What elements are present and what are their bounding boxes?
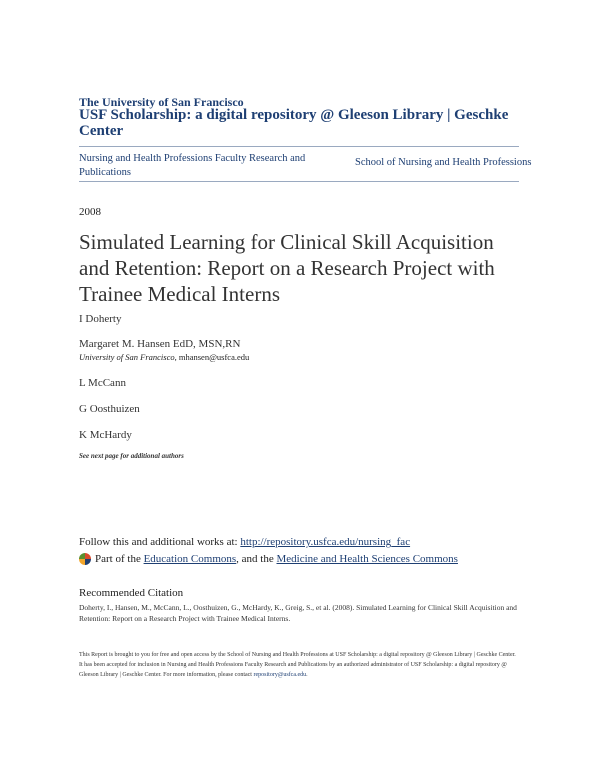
- follow-line: [79, 536, 410, 548]
- contact-email-link[interactable]: repository@usfca.edu: [253, 672, 307, 678]
- publication-year: 2008: [79, 206, 101, 218]
- access-notice-end: .: [306, 672, 308, 678]
- author-name: G Oosthuizen: [79, 403, 140, 415]
- collection-link[interactable]: Nursing and Health Professions Faculty Research and Publications: [79, 153, 306, 178]
- author-affiliation: University of San Francisco, mhansen@usfca.edu: [79, 352, 250, 362]
- header-divider: [79, 146, 519, 147]
- follow-text: Follow this and additional works at:: [79, 536, 238, 548]
- document-title: Simulated Learning for Clinical Skill Acquisition and Retention: Report on a Research Project with Trainee Medical Interns: [79, 230, 495, 306]
- education-commons-link[interactable]: Education Commons: [143, 553, 237, 565]
- author-name: K McHardy: [79, 429, 132, 441]
- recommended-citation-heading: Recommended Citation: [79, 587, 184, 599]
- recommended-citation-text: Doherty, I., Hansen, M., McCann, L., Oosthuizen, G., McHardy, K., Greig, S., et al. (2008). Simulated Learning for Clinical Skill Acquisition and Retention: Report on a Research Project with Trainee Medical Interns.: [79, 603, 517, 623]
- affiliation-institution: University of San Francisco: [79, 352, 175, 362]
- part-of-prefix: Part of the: [95, 553, 141, 565]
- see-next-page-note: See next page for additional authors: [79, 452, 184, 460]
- author-name: Margaret M. Hansen EdD, MSN,RN: [79, 338, 241, 350]
- collection-divider: [79, 181, 519, 182]
- access-notice: [79, 650, 519, 680]
- repository-name[interactable]: USF Scholarship: a digital repository @ Gleeson Library | Geschke Center: [79, 107, 509, 139]
- commons-network-icon: [79, 553, 91, 565]
- access-notice-text: This Report is brought to you for free and open access by the School of Nursing and Health Professions at USF Scholarship: a digital repository @ Gleeson Library | Geschke Center. It has been accepted for inclusion in Nursing and Health Professions Faculty Research and Publications by an authorized administrator of USF Scholarship: a digital repository @ Gleeson Library | Geschke Center. For more information, please contact: [79, 652, 516, 678]
- part-of-middle: , and the: [236, 553, 274, 565]
- repository-url-link[interactable]: http://repository.usfca.edu/nursing_fac: [240, 536, 411, 548]
- institution-name: The University of San Francisco: [79, 95, 244, 109]
- author-name: I Doherty: [79, 313, 122, 325]
- medicine-commons-link[interactable]: Medicine and Health Sciences Commons: [276, 553, 458, 565]
- author-email[interactable]: mhansen@usfca.edu: [178, 352, 250, 362]
- school-link[interactable]: School of Nursing and Health Professions: [355, 157, 532, 168]
- part-of-line: [79, 553, 458, 565]
- author-name: L McCann: [79, 377, 126, 389]
